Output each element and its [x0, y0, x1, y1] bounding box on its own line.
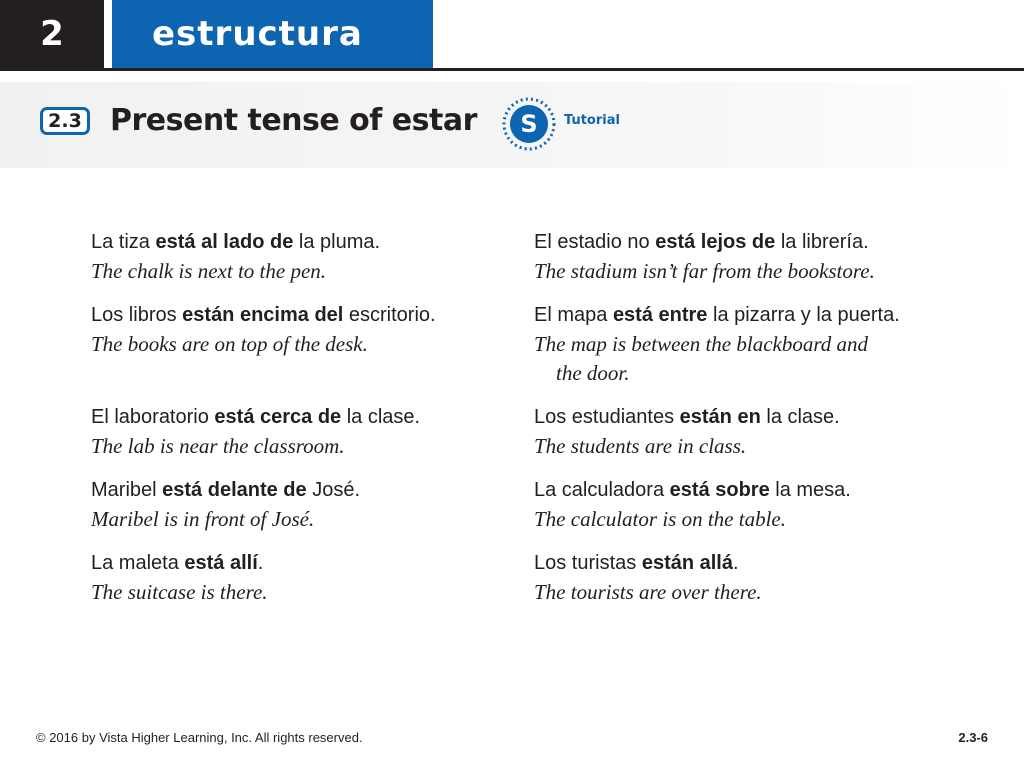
english-translation [534, 330, 974, 388]
sentence-fragment: la clase. [341, 406, 421, 428]
english-translation [91, 505, 521, 534]
english-translation [534, 257, 974, 286]
chapter-number: 2 [0, 0, 104, 68]
spanish-sentence [91, 549, 521, 578]
sentence-fragment: El estadio no [534, 231, 656, 253]
sentence-fragment: Los turistas [534, 552, 642, 574]
copyright-notice: © 2016 by Vista Higher Learning, Inc. All rights reserved. [36, 730, 363, 745]
english-translation [91, 330, 521, 359]
example-pair [534, 228, 974, 286]
translation-text: The tourists are over there. [534, 580, 762, 604]
estar-phrase: están encima del [182, 304, 344, 326]
example-pair [91, 228, 521, 286]
sentence-fragment: la clase. [760, 406, 840, 428]
sentence-fragment: Los estudiantes [534, 406, 680, 428]
spanish-sentence [91, 228, 521, 257]
translation-text: Maribel is in front of José. [91, 507, 315, 531]
spanish-sentence [534, 476, 974, 505]
example-pair [91, 476, 521, 534]
example-pair [534, 549, 974, 607]
english-translation [91, 578, 521, 607]
section-title-plain: Present tense of [110, 103, 392, 138]
translation-text: The lab is near the classroom. [91, 434, 345, 458]
example-pair [534, 301, 974, 388]
section-title [110, 103, 477, 138]
example-pair [91, 301, 521, 359]
sentence-fragment: El laboratorio [91, 406, 215, 428]
english-translation [534, 505, 974, 534]
sentence-fragment: . [257, 552, 264, 574]
chapter-header [0, 0, 1024, 72]
translation-continuation: the door. [556, 361, 630, 385]
english-translation [91, 257, 521, 286]
chapter-name: estructura [112, 0, 433, 68]
example-pair [91, 549, 521, 607]
header-rule [0, 68, 1024, 71]
spanish-sentence [534, 301, 974, 330]
translation-text: The map is between the blackboard and [534, 332, 869, 356]
translation-text: The students are in class. [534, 434, 747, 458]
sentence-fragment: La maleta [91, 552, 185, 574]
tutorial-icon-letter: S [520, 110, 538, 138]
translation-text: The suitcase is there. [91, 580, 268, 604]
translation-text: The stadium isn’t far from the bookstore. [534, 259, 875, 283]
section-number-badge: 2.3 [40, 107, 90, 135]
sentence-fragment: Los libros [91, 304, 183, 326]
sentence-fragment: la librería. [775, 231, 869, 253]
examples-right-column [534, 228, 974, 607]
tutorial-label[interactable]: Tutorial [564, 113, 620, 128]
sentence-fragment: Maribel [91, 479, 163, 501]
example-pair [534, 476, 974, 534]
estar-phrase: está cerca de [214, 406, 342, 428]
spanish-sentence [534, 403, 974, 432]
estar-phrase: está allí [184, 552, 258, 574]
sentence-fragment: la pizarra y la puerta. [707, 304, 900, 326]
section-title-bold: estar [391, 103, 477, 138]
example-pair [91, 403, 521, 461]
estar-phrase: está delante de [162, 479, 307, 501]
spanish-sentence [534, 228, 974, 257]
english-translation [534, 432, 974, 461]
sentence-fragment: . [733, 552, 739, 574]
slide-number: 2.3-6 [958, 730, 988, 745]
spanish-sentence [91, 403, 521, 432]
estar-phrase: está sobre [669, 479, 770, 501]
sentence-fragment: José. [306, 479, 361, 501]
estar-phrase: está al lado de [155, 231, 294, 253]
examples-left-column [91, 228, 521, 607]
sentence-fragment: La calculadora [534, 479, 670, 501]
spanish-sentence [534, 549, 974, 578]
sentence-fragment: El mapa [534, 304, 613, 326]
estar-phrase: están en [679, 406, 761, 428]
translation-text: The books are on top of the desk. [91, 332, 368, 356]
example-pair [534, 403, 974, 461]
spanish-sentence [91, 476, 521, 505]
estar-phrase: está entre [612, 304, 708, 326]
sentence-fragment: la mesa. [769, 479, 851, 501]
sentence-fragment: escritorio. [343, 304, 436, 326]
spanish-sentence [91, 301, 521, 330]
estar-phrase: está lejos de [655, 231, 776, 253]
translation-text: The calculator is on the table. [534, 507, 786, 531]
sentence-fragment: la pluma. [293, 231, 381, 253]
tutorial-link[interactable] [500, 95, 630, 155]
sentence-fragment: La tiza [91, 231, 156, 253]
tutorial-icon [500, 95, 560, 155]
english-translation [534, 578, 974, 607]
estar-phrase: están allá [641, 552, 733, 574]
english-translation [91, 432, 521, 461]
translation-text: The chalk is next to the pen. [91, 259, 327, 283]
